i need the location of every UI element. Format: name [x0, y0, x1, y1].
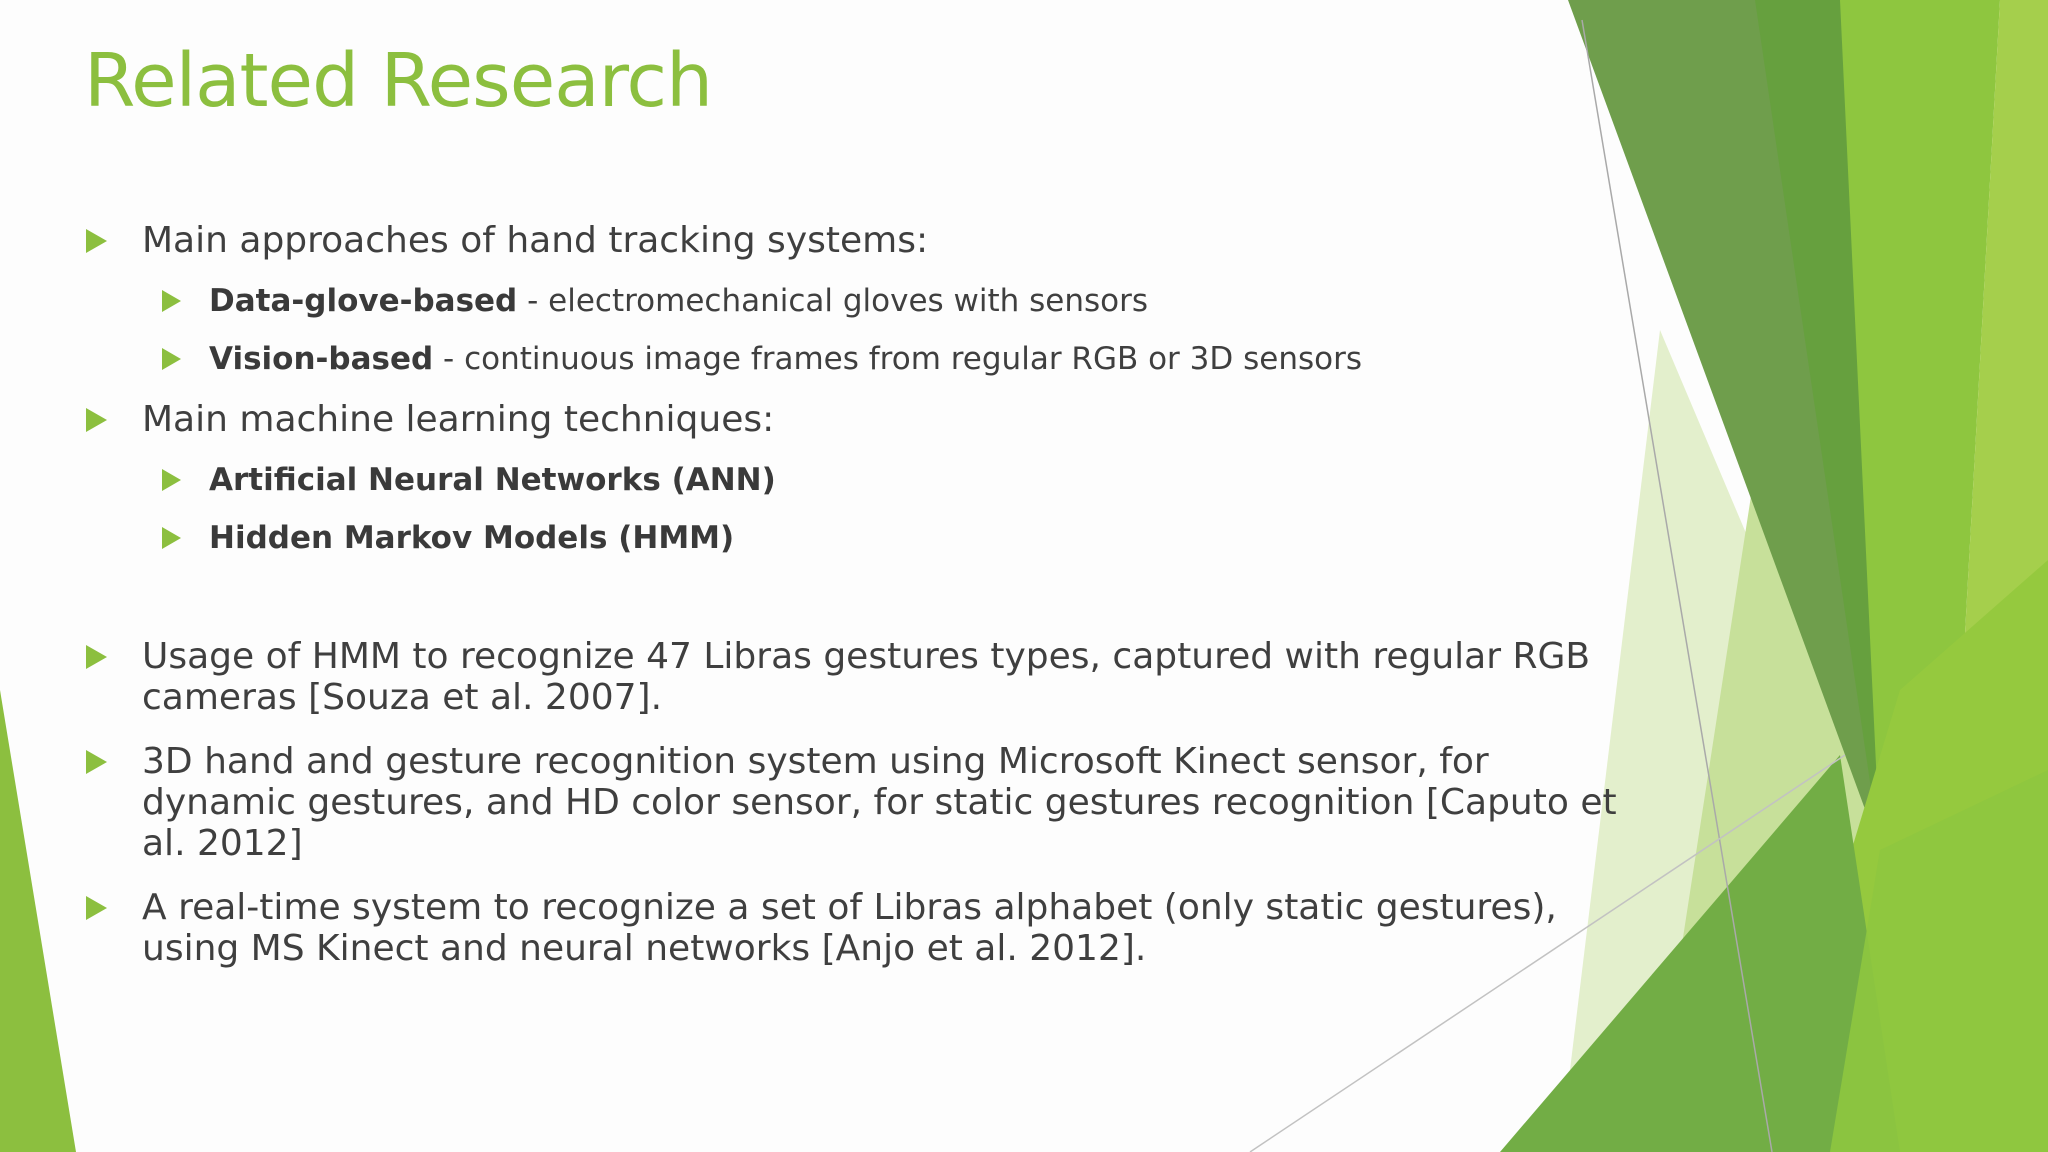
term-description: - continuous image frames from regular RGB or 3D sensors	[433, 341, 1362, 377]
slide-title: Related Research	[84, 38, 712, 124]
bullet-hand-tracking-approaches	[86, 220, 928, 261]
sub-bullet-arrow-icon	[162, 527, 181, 549]
sub-bullet-text	[209, 282, 1148, 320]
sub-bullet-arrow-icon	[162, 290, 181, 312]
bullet-text-line-1: 3D hand and gesture recognition system using Microsoft Kinect sensor, for	[142, 741, 1489, 782]
sub-bullet-arrow-icon	[162, 469, 181, 491]
term-bold: Data-glove-based	[209, 283, 518, 319]
bullet-arrow-icon	[86, 645, 107, 669]
bullet-text-line-1: Usage of HMM to recognize 47 Libras gestures types, captured with regular RGB	[142, 636, 1591, 677]
bullet-text-line-2: dynamic gestures, and HD color sensor, for static gestures recognition [Caputo et	[142, 782, 1617, 823]
term-bold: Vision-based	[209, 341, 434, 377]
sub-bullet-ann	[162, 461, 776, 499]
bullet-arrow-icon	[86, 229, 107, 253]
bullet-text-line-1: A real-time system to recognize a set of Libras alphabet (only static gestures),	[142, 887, 1557, 928]
bullet-text-line-2: using MS Kinect and neural networks [Anjo et al. 2012].	[142, 928, 1147, 969]
sub-bullet-text	[209, 340, 1362, 378]
bullet-arrow-icon	[86, 408, 107, 432]
sub-bullet-vision-based	[162, 340, 1362, 378]
bullet-text-line-2: cameras [Souza et al. 2007].	[142, 677, 663, 718]
sub-bullet-data-glove	[162, 282, 1148, 320]
bullet-caputo-2012	[86, 741, 1617, 864]
bullet-souza-2007	[86, 636, 1590, 718]
sub-bullet-arrow-icon	[162, 348, 181, 370]
sub-bullet-text	[209, 461, 776, 499]
sub-bullet-text	[209, 519, 734, 557]
bullet-ml-techniques	[86, 399, 774, 440]
bullet-anjo-2012	[86, 887, 1557, 969]
bullet-text-line-3: al. 2012]	[142, 823, 303, 864]
bullet-arrow-icon	[86, 750, 107, 774]
bullet-text: Main approaches of hand tracking systems:	[142, 220, 929, 261]
sub-bullet-hmm	[162, 519, 734, 557]
term-bold: Artificial Neural Networks (ANN)	[209, 462, 776, 498]
term-bold: Hidden Markov Models (HMM)	[209, 520, 735, 556]
term-description: - electromechanical gloves with sensors	[517, 283, 1149, 319]
bullet-arrow-icon	[86, 896, 107, 920]
bullet-text: Main machine learning techniques:	[142, 399, 775, 440]
